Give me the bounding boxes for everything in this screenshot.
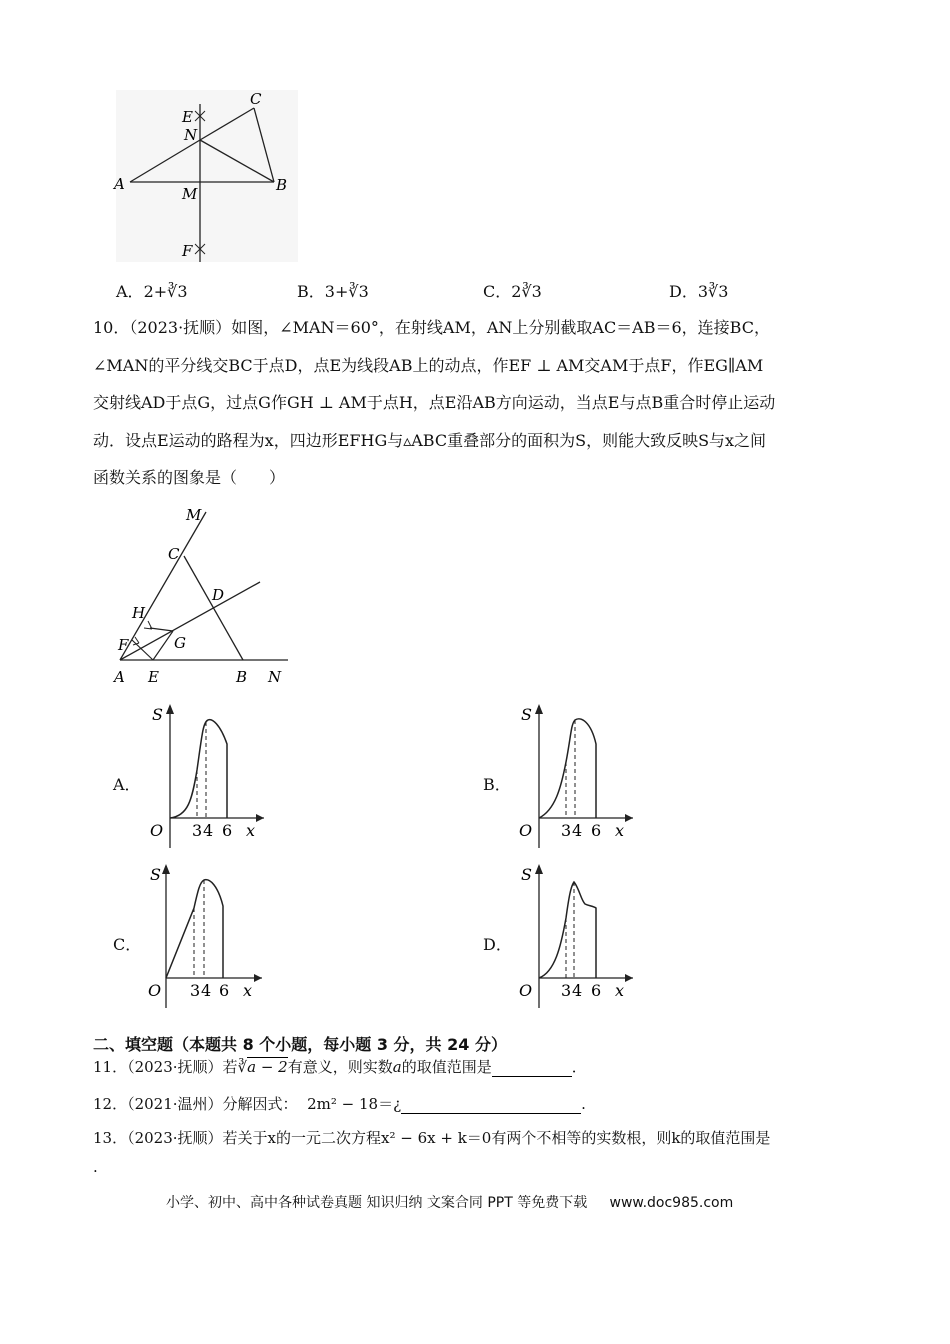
q11: 11．（2023·抚顺）若∛a − 2有意义，则实数a的取值范围是 ． — [93, 1058, 587, 1076]
svg-text:3: 3 — [561, 981, 572, 1000]
footer: 小学、初中、高中各种试卷真题 知识归纳 文案合同 PPT 等免费下载 www.doc985.com — [166, 1195, 734, 1211]
q9-option-b[interactable]: B．3+∛3 — [297, 282, 369, 301]
q10-line-4: 动．设点E运动的路程为x，四边形EFHG与▵ABC重叠部分的面积为S，则能大致反映S与x之间 — [93, 431, 767, 450]
label-a: A — [114, 668, 125, 686]
label-n: N — [268, 668, 282, 686]
figure-triangle-abc — [108, 90, 308, 270]
label-b: B — [236, 668, 248, 686]
q13: 13．（2023·抚顺）若关于x的一元二次方程x² − 6x + k＝0有两个不相等的实数根，则k的取值范围是 — [93, 1129, 771, 1147]
svg-text:3: 3 — [561, 821, 572, 840]
q12-answer-blank[interactable] — [401, 1097, 581, 1114]
svg-text:x: x — [243, 981, 253, 1000]
q12: 12．（2021·温州）分解因式： 2m² − 18＝¿ . — [93, 1095, 586, 1113]
svg-text:O: O — [148, 981, 162, 1000]
label-e: E — [182, 108, 193, 126]
svg-text:6: 6 — [219, 981, 230, 1000]
label-f: F — [118, 636, 129, 654]
footer-link[interactable]: www.doc985.com — [609, 1195, 734, 1211]
q10-line-2: ∠MAN的平分线交BC于点D，点E为线段AB上的动点，作EF ⊥ AM交AM于点F，作EG∥AM — [93, 356, 764, 375]
svg-text:4: 4 — [572, 981, 583, 1000]
q9-option-c[interactable]: C．2∛3 — [483, 282, 542, 301]
section-title: 二、填空题（本题共 8 个小题，每小题 3 分，共 24 分） — [93, 1035, 507, 1054]
q10-option-c-label[interactable]: C． — [113, 935, 142, 954]
svg-text:S: S — [521, 865, 532, 884]
q10-option-b-label[interactable]: B． — [483, 775, 511, 794]
svg-text:S: S — [152, 705, 163, 724]
label-m: M — [186, 506, 202, 524]
q10-option-c-graph[interactable] — [140, 860, 270, 1010]
svg-text:S: S — [521, 705, 532, 724]
svg-text:4: 4 — [572, 821, 583, 840]
q10-line-3: 交射线AD于点G，过点G作GH ⊥ AM于点H，点E沿AB方向运动，当点E与点B重合时停止运动 — [93, 393, 776, 412]
svg-text:3: 3 — [192, 821, 203, 840]
label-n: N — [184, 126, 198, 144]
label-g: G — [174, 634, 186, 652]
label-e: E — [148, 668, 159, 686]
label-m: M — [182, 185, 198, 203]
q11-answer-blank[interactable] — [492, 1060, 572, 1077]
svg-text:6: 6 — [591, 821, 602, 840]
q9-option-a[interactable]: A．2+∛3 — [116, 282, 188, 301]
label-c: C — [168, 545, 180, 563]
svg-text:O: O — [519, 981, 533, 1000]
label-d: D — [212, 586, 225, 604]
svg-text:O: O — [519, 821, 533, 840]
label-h: H — [132, 604, 146, 622]
svg-text:4: 4 — [201, 981, 212, 1000]
svg-text:4: 4 — [203, 821, 214, 840]
q10-option-d-graph[interactable] — [509, 860, 639, 1010]
q10-option-a-label[interactable]: A． — [113, 775, 141, 794]
q10-line-5: 函数关系的图象是（ ） — [93, 468, 286, 487]
q10-option-b-graph[interactable] — [509, 700, 639, 850]
svg-text:6: 6 — [591, 981, 602, 1000]
figure-angle-man — [108, 502, 298, 688]
svg-text:O: O — [150, 821, 164, 840]
svg-text:S: S — [150, 865, 161, 884]
q9-option-d[interactable]: D．3∛3 — [669, 282, 729, 301]
q13-trail: . — [93, 1158, 98, 1176]
svg-text:x: x — [615, 981, 625, 1000]
q10-option-a-graph[interactable] — [140, 700, 270, 850]
q10-line-1: 10．（2023·抚顺）如图，∠MAN＝60°，在射线AM，AN上分别截取AC＝AB＝6，连接BC， — [93, 318, 770, 337]
svg-text:3: 3 — [190, 981, 201, 1000]
svg-text:6: 6 — [222, 821, 233, 840]
q10-option-d-label[interactable]: D． — [483, 935, 512, 954]
svg-text:x: x — [246, 821, 256, 840]
svg-text:x: x — [615, 821, 625, 840]
label-c: C — [250, 90, 262, 108]
label-b: B — [276, 176, 288, 194]
label-a: A — [114, 175, 125, 193]
label-f: F — [182, 242, 193, 260]
